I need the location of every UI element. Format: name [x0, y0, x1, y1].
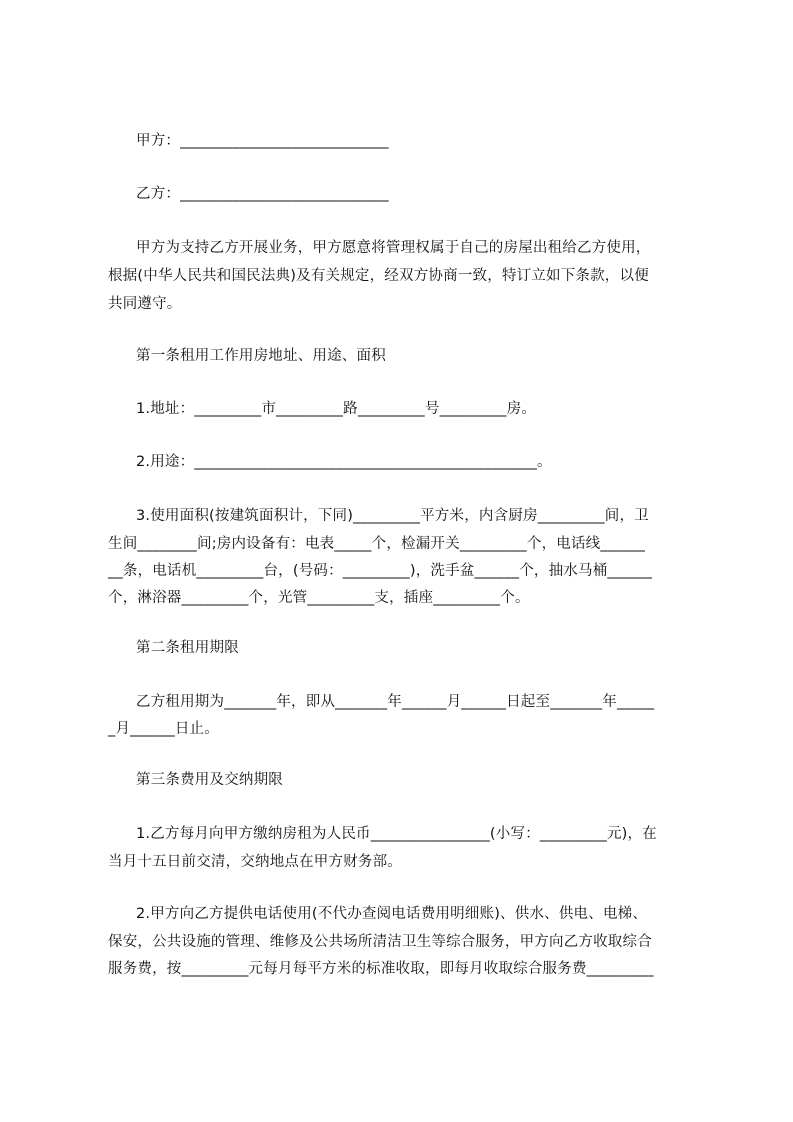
article-3-item-1-line-1: 1.乙方每月向甲方缴纳房租为人民币________________(小写：_________元)，在: [136, 826, 657, 842]
article-3-item-1-line-2: 当月十五日前交清，交纳地点在甲方财务部。: [108, 854, 402, 870]
intro-line-1: 甲方为支持乙方开展业务，甲方愿意将管理权属于自己的房屋出租给乙方使用，: [136, 240, 651, 256]
article-1-usage: 2.用途：______________________________________________。: [136, 454, 552, 470]
intro-line-2: 根据(中华人民共和国民法典)及有关规定，经双方协商一致，特订立如下条款，以便: [108, 268, 649, 284]
party-a-line: 甲方：____________________________: [136, 133, 389, 149]
article-1-area-line-1: 3.使用面积(按建筑面积计，下同)_________平方米，内含厨房_________间，卫: [136, 508, 649, 524]
intro-line-3: 共同遵守。: [108, 296, 182, 312]
article-2-line-2: _月______日止。: [108, 721, 219, 737]
article-3-item-2-line-1: 2.甲方向乙方提供电话使用(不代办查阅电话费用明细账)、供水、供电、电梯、: [136, 906, 648, 922]
article-2-title: 第二条租用期限: [136, 640, 239, 656]
article-3-title: 第三条费用及交纳期限: [136, 772, 283, 788]
party-b-line: 乙方：____________________________: [136, 186, 389, 202]
article-1-title: 第一条租用工作用房地址、用途、面积: [136, 348, 386, 364]
article-1-area-line-2: 生间________间;房内设备有：电表_____个，检漏开关_________个，电话线______: [108, 536, 646, 552]
article-3-item-2-line-2: 保安，公共设施的管理、维修及公共场所清洁卫生等综合服务，甲方向乙方收取综合: [108, 934, 652, 950]
article-1-address: 1.地址：_________市_________路_________号_________房。: [136, 401, 537, 417]
article-2-line-1: 乙方租用期为_______年，即从_______年______月______日起至_______年_____: [136, 694, 655, 710]
article-1-area-line-3: __条，电话机_________台，(号码：_________)，洗手盆______个，抽水马桶______: [108, 563, 653, 579]
article-3-item-2-line-3: 服务费，按_________元每月每平方米的标准收取，即每月收取综合服务费_________: [108, 961, 654, 977]
article-1-area-line-4: 个，淋浴器_________个，光管_________支，插座_________个。: [108, 590, 530, 606]
